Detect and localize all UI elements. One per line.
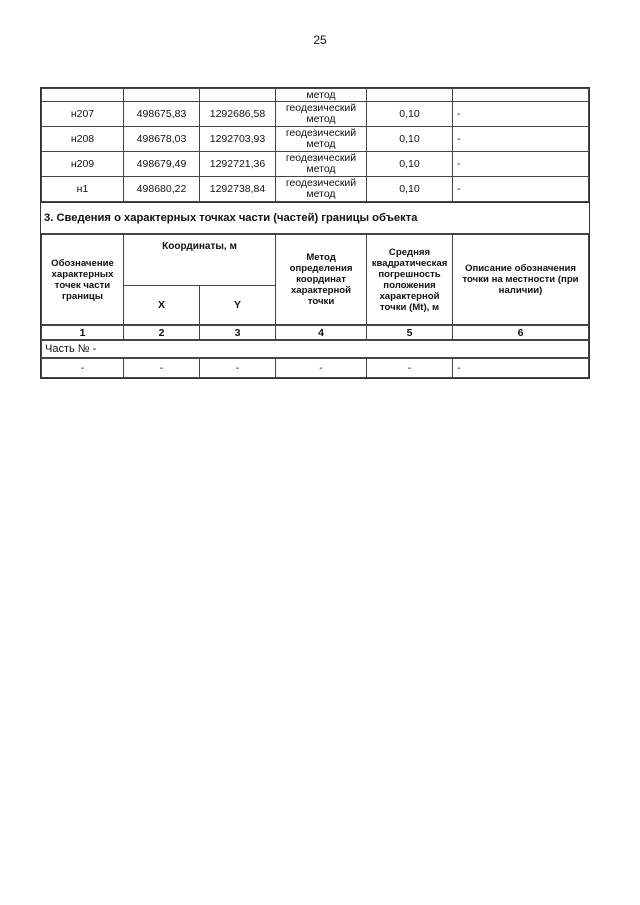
part-points-table bbox=[41, 234, 589, 325]
point-cell: н207 bbox=[42, 102, 124, 127]
description-cell: - bbox=[453, 127, 589, 152]
coordinates-sheet bbox=[40, 87, 590, 379]
section-title: 3. Сведения о характерных точках части (частей) границы объекта bbox=[41, 202, 589, 234]
description-cell: - bbox=[453, 359, 589, 378]
x-header: X bbox=[124, 286, 200, 325]
y-cell: - bbox=[200, 359, 276, 378]
boundary-points-table bbox=[41, 88, 589, 202]
x-cell: 498678,03 bbox=[124, 127, 200, 152]
table-row bbox=[42, 127, 589, 152]
part-row bbox=[41, 340, 589, 358]
column-number: 3 bbox=[200, 326, 276, 340]
y-cell: 1292721,36 bbox=[200, 152, 276, 177]
x-cell: 498679,49 bbox=[124, 152, 200, 177]
y-header: Y bbox=[200, 286, 276, 325]
accuracy-cell: 0,10 bbox=[367, 127, 453, 152]
table-row bbox=[42, 359, 589, 378]
method-cell: метод bbox=[276, 89, 367, 102]
coordinates-header: Координаты, м bbox=[124, 235, 276, 286]
x-cell: - bbox=[124, 359, 200, 378]
table-row bbox=[42, 102, 589, 127]
designation-header: Обозначение характерных точек части границы bbox=[42, 235, 124, 325]
point-cell: н1 bbox=[42, 177, 124, 202]
method-cell: геодезический метод bbox=[276, 152, 367, 177]
part-points-empty-row bbox=[41, 358, 589, 378]
method-cell: - bbox=[276, 359, 367, 378]
page-number: 25 bbox=[313, 33, 327, 47]
table-row bbox=[42, 177, 589, 202]
column-numbers bbox=[41, 325, 589, 340]
table-row bbox=[42, 152, 589, 177]
table-header-row bbox=[42, 235, 589, 286]
part-label: Часть № - bbox=[42, 341, 589, 358]
accuracy-cell: 0,10 bbox=[367, 102, 453, 127]
point-cell: - bbox=[42, 359, 124, 378]
column-numbers-row bbox=[42, 326, 589, 340]
method-cell: геодезический метод bbox=[276, 177, 367, 202]
y-cell: 1292703,93 bbox=[200, 127, 276, 152]
method-cell: геодезический метод bbox=[276, 102, 367, 127]
accuracy-header: Средняя квадратическая погрешность положения характерной точки (Mt), м bbox=[367, 235, 453, 325]
column-number: 5 bbox=[367, 326, 453, 340]
y-cell: 1292686,58 bbox=[200, 102, 276, 127]
accuracy-cell: 0,10 bbox=[367, 152, 453, 177]
accuracy-cell: - bbox=[367, 359, 453, 378]
column-number: 6 bbox=[453, 326, 589, 340]
point-cell: н208 bbox=[42, 127, 124, 152]
description-cell: - bbox=[453, 177, 589, 202]
column-number: 4 bbox=[276, 326, 367, 340]
x-cell: 498680,22 bbox=[124, 177, 200, 202]
accuracy-cell: 0,10 bbox=[367, 177, 453, 202]
column-number: 1 bbox=[42, 326, 124, 340]
method-cell: геодезический метод bbox=[276, 127, 367, 152]
point-cell: н209 bbox=[42, 152, 124, 177]
description-cell: - bbox=[453, 152, 589, 177]
column-number: 2 bbox=[124, 326, 200, 340]
description-cell: - bbox=[453, 102, 589, 127]
method-header: Метод определения координат характерной точки bbox=[276, 235, 367, 325]
y-cell: 1292738,84 bbox=[200, 177, 276, 202]
description-header: Описание обозначения точки на местности (при наличии) bbox=[453, 235, 589, 325]
table-row bbox=[42, 89, 589, 102]
x-cell: 498675,83 bbox=[124, 102, 200, 127]
